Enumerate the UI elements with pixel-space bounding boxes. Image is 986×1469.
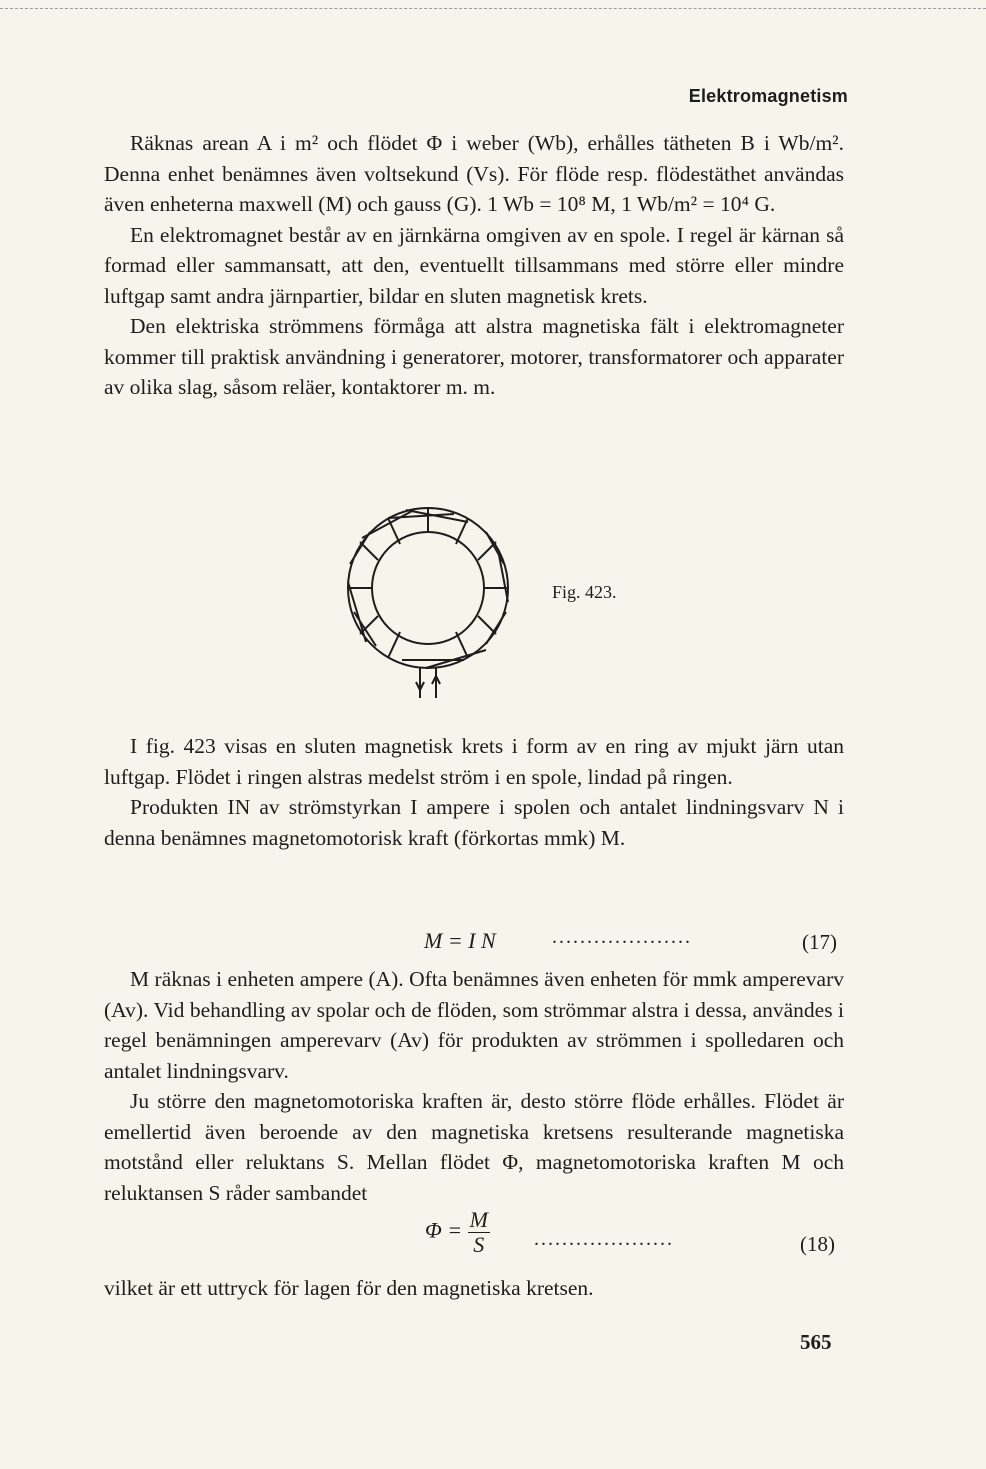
text-block-middle [104,731,844,853]
paragraph: Produkten IN av strömstyrkan I ampere i spolen och antalet lindningsvarv N i denna benämnes magnetomotorisk kraft (förkortas mmk) M. [104,795,844,850]
fraction-numerator: M [469,1207,488,1232]
paragraph: Den elektriska strömmens förmåga att alstra magnetiska fält i elektromagneter kommer till praktisk användning i generatorer, motorer, transformatorer och apparater av olika slag, såsom reläer, kontaktorer m. m. [104,314,844,399]
equation-18-number: (18) [800,1232,835,1256]
paragraph: Ju större den magnetomotoriska kraften är, desto större flöde erhålles. Flödet är emellertid även beroende av den magnetiska kretsens resulterande magnetiska motstånd eller reluktans S. Mellan flödet Φ, magnetomotoriska kraften M och reluktansen S råder sambandet [104,1089,844,1205]
equation-17 [424,928,496,954]
equation-17-number: (17) [802,930,837,954]
equation-18 [425,1208,490,1257]
fraction-denominator: S [473,1232,485,1257]
equation-17-lhs: M [424,928,443,953]
figure-caption: Fig. 423. [552,582,617,602]
page-number: 565 [800,1330,832,1354]
running-head: Elektromagnetism [688,86,848,106]
current-lead-out [432,668,440,698]
paragraph: M räknas i enheten ampere (A). Ofta benämnes även enheten för mmk amperevarv (Av). Vid behandling av spolar och de flöden, som strömmar alstra i dessa, användes i regel benämningen amperevarv (Av) för produkten av strömmen i spolledaren och antalet lindningsvarv. [104,967,844,1083]
equation-17-rhs: = I N [447,928,496,953]
equation-18-lhs: Φ = [425,1217,463,1243]
text-block-bottom [104,964,844,1208]
equation-18-fraction [468,1208,490,1257]
ring-inner-edge [372,532,484,644]
paragraph: En elektromagnet består av en järnkärna omgiven av en spole. I regel är kärnan så formad eller sammansatt, att den, eventuellt tillsammans med större eller mindre luftgap samt andra järnpartier, bildar en sluten magnetisk krets. [104,222,844,308]
figure-423-ring-coil [336,492,526,702]
closing-sentence: vilket är ett uttryck för lagen för den magnetiska kretsen. [104,1276,594,1300]
text-block-top [104,128,844,403]
paragraph: Räknas arean A i m² och flödet Φ i weber (Wb), erhålles tätheten B i Wb/m². Denna enhet benämnes även voltsekund (Vs). För flöde resp. flödestäthet användas även enheterna maxwell (M) och gauss (G). 1 Wb = 10⁸ M, 1 Wb/m² = 10⁴ G. [104,131,844,216]
page-top-edge [0,8,986,9]
equation-18-leader-dots: .................... [534,1228,674,1250]
current-lead-in [416,668,424,698]
equation-17-leader-dots: .................... [552,926,692,948]
paragraph: I fig. 423 visas en sluten magnetisk krets i form av en ring av mjukt järn utan luftgap. Flödet i ringen alstras medelst ström i en spole, lindad på ringen. [104,734,844,789]
